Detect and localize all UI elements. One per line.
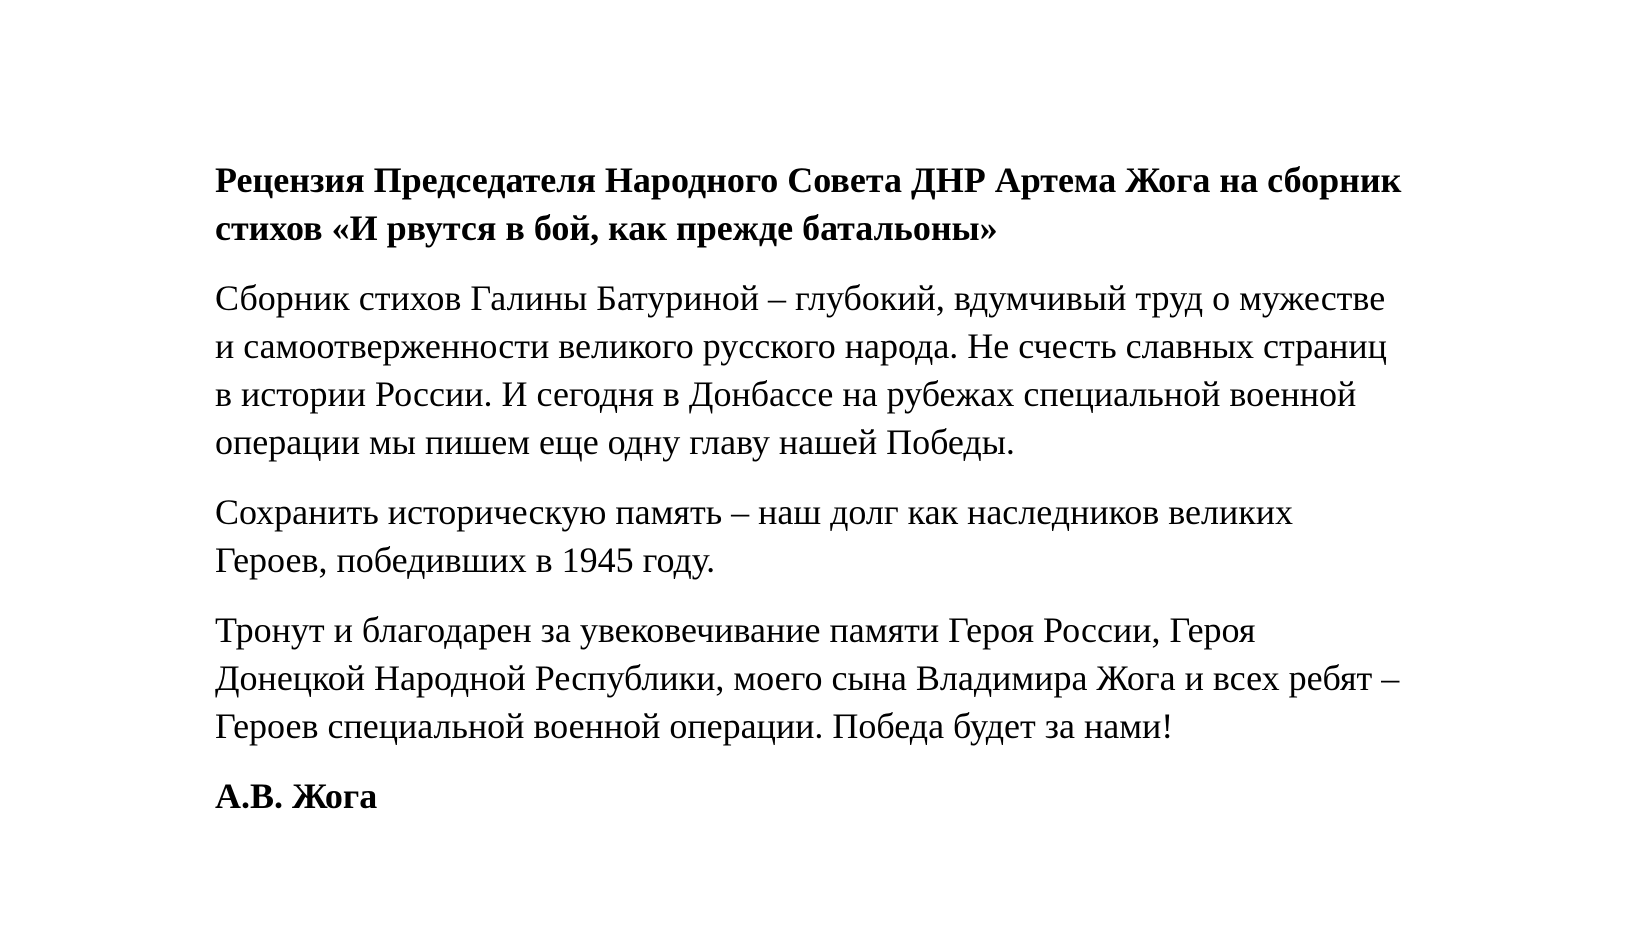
paragraph-1-line-3: в истории России. И сегодня в Донбассе на рубежах специальной военной bbox=[215, 374, 1357, 414]
paragraph-1 bbox=[215, 274, 1535, 466]
paragraph-3-line-2: Донецкой Народной Республики, моего сына Владимира Жога и всех ребят – bbox=[215, 658, 1400, 698]
title-line-1: Рецензия Председателя Народного Совета ДНР Артема Жога на сборник bbox=[215, 160, 1402, 200]
paragraph-1-line-1: Сборник стихов Галины Батуриной – глубокий, вдумчивый труд о мужестве bbox=[215, 278, 1386, 318]
paragraph-1-line-2: и самоотверженности великого русского народа. Не счесть славных страниц bbox=[215, 326, 1387, 366]
paragraph-2-line-2: Героев, победивших в 1945 году. bbox=[215, 540, 716, 580]
paragraph-2 bbox=[215, 488, 1535, 584]
paragraph-3-line-3: Героев специальной военной операции. Победа будет за нами! bbox=[215, 706, 1174, 746]
paragraph-3 bbox=[215, 606, 1535, 750]
paragraph-2-line-1: Сохранить историческую память – наш долг как наследников великих bbox=[215, 492, 1294, 532]
signature: А.В. Жога bbox=[215, 776, 378, 816]
title-line-2: стихов «И рвутся в бой, как прежде батальоны» bbox=[215, 208, 998, 248]
document-body bbox=[215, 156, 1535, 842]
paragraph-3-line-1: Тронут и благодарен за увековечивание памяти Героя России, Героя bbox=[215, 610, 1256, 650]
document-title bbox=[215, 156, 1535, 252]
paragraph-1-line-4: операции мы пишем еще одну главу нашей Победы. bbox=[215, 422, 1015, 462]
